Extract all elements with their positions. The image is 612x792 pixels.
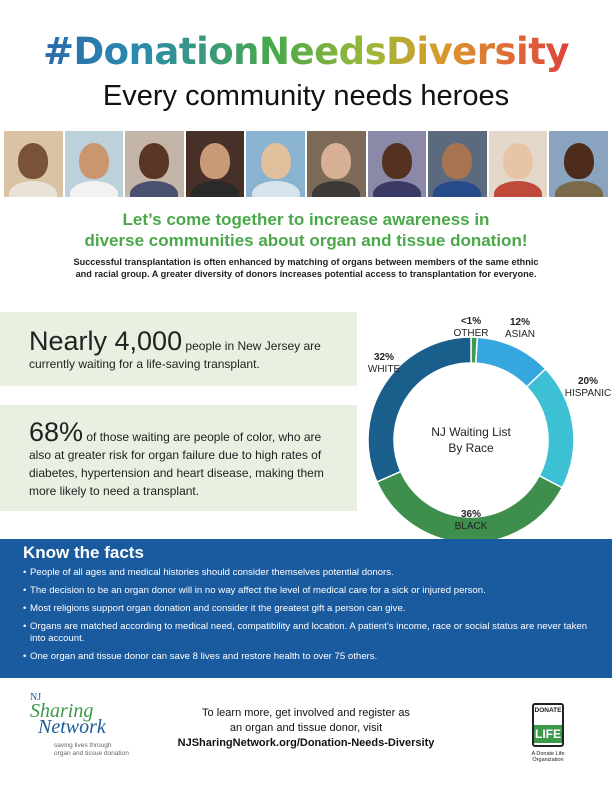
fact-item: • One organ and tissue donor can save 8 lives and restore health to over 75 others. [23,651,612,663]
intro-text [40,256,572,280]
stat-box-color [0,405,357,511]
stat-box-waiting [0,312,357,386]
portrait-face [139,143,169,179]
know-the-facts-panel [0,539,612,678]
fact-item: • Most religions support organ donation and consider it the greatest gift a person can give. [23,603,612,615]
portrait-body [130,181,178,197]
facts-list [23,567,612,663]
fact-item: • People of all ages and medical histories should consider themselves potential donors. [23,567,612,579]
chart-title-line-1: NJ Waiting List [431,425,511,439]
donut-cat-label-white: WHITE [367,364,401,375]
donate-life-logo [520,703,576,763]
portrait-body [70,181,118,197]
logo-subtitle-line-2: organ and tissue donation [54,750,129,757]
portrait-face [442,143,472,179]
portrait-face [79,143,109,179]
logo-sharing-text: Sharing [30,700,94,722]
donut-pct-label-asian: 12% [509,317,531,328]
portrait-body [494,181,542,197]
portrait-photo [489,131,548,197]
intro-line-2: and racial group. A greater diversity of donors increases potential access to transplantation for everyone. [75,269,537,279]
stat-text-color-2: also at greater risk for organ failure due to high rates of [29,448,322,462]
stat-text-waiting-1: people in New Jersey are [182,339,321,353]
donate-life-org: A Donate Life Organization [531,751,565,763]
facts-title: Know the facts [23,543,144,562]
hashtag-title: #DonationNeedsDiversity [0,30,612,73]
portrait-body [312,181,360,197]
fact-item: • The decision to be an organ donor will in no way affect the level of medical care for a sick or injured person. [23,585,612,597]
portrait-photo [125,131,184,197]
stat-number-color: 68% [29,417,84,447]
cta-url-link[interactable]: NJSharingNetwork.org/Donation-Needs-Diversity [177,737,435,749]
portrait-photo [549,131,608,197]
headline-line-1: Let’s come together to increase awareness in [122,210,490,229]
portrait-face [321,143,351,179]
portrait-face [382,143,412,179]
stat-text-waiting-2: currently waiting for a life-saving transplant. [29,357,260,371]
portrait-photo [368,131,427,197]
logo-network-text: Network [38,716,106,738]
donut-cat-label-asian: ASIAN [504,329,536,340]
portrait-photo [186,131,245,197]
tagline: Every community needs heroes [102,80,510,112]
logo-subtitle [54,742,144,758]
donut-cat-label-hispanic: HISPANIC [564,388,612,399]
portrait-body [373,181,421,197]
cta-line-1: To learn more, get involved and register as [202,707,410,719]
portrait-face [503,143,533,179]
headline-line-2: diverse communities about organ and tissue donation! [84,231,528,250]
donate-life-bottom: LIFE [535,727,561,741]
portrait-body [555,181,603,197]
portrait-face [200,143,230,179]
chart-title-line-2: By Race [448,441,494,455]
stat-text-color-4: more likely to need a transplant. [29,484,200,498]
donut-cat-label-other: OTHER [453,328,489,339]
donut-pct-label-hispanic: 20% [577,376,599,387]
stat-text-color-3: diabetes, hypertension and heart disease, making them [29,466,324,480]
fact-item: • Organs are matched according to medical need, compatibility and location. A patient’s income, race or social status are never taken into account. [23,621,612,645]
portrait-face [261,143,291,179]
portrait-photo [4,131,63,197]
portrait-body [433,181,481,197]
donut-pct-label-other: <1% [460,316,482,327]
donate-life-badge [532,703,564,747]
portrait-body [191,181,239,197]
portrait-face [18,143,48,179]
portrait-photo [307,131,366,197]
donate-life-top: DONATE [534,707,562,714]
donut-slice-hispanic [527,369,574,488]
logo-nj-text: NJ [30,692,42,703]
stat-number-waiting: Nearly 4,000 [29,326,183,356]
cta-line-2: an organ and tissue donor, visit [229,722,383,734]
portrait-strip [4,131,608,197]
donut-cat-label-black: BLACK [454,521,488,532]
portrait-body [9,181,57,197]
intro-line-1: Successful transplantation is often enhanced by matching of organs between members of the same ethnic [73,257,539,267]
logo-subtitle-line-1: saving lives through [54,742,112,749]
portrait-photo [246,131,305,197]
waiting-list-donut-chart [352,300,612,540]
call-to-action [146,706,466,751]
portrait-photo [65,131,124,197]
donut-pct-label-black: 36% [460,509,482,520]
headline [30,209,582,251]
portrait-body [252,181,300,197]
donut-pct-label-white: 32% [373,352,395,363]
portrait-face [564,143,594,179]
stat-text-color-1: of those waiting are people of color, who are [83,430,322,444]
portrait-photo [428,131,487,197]
